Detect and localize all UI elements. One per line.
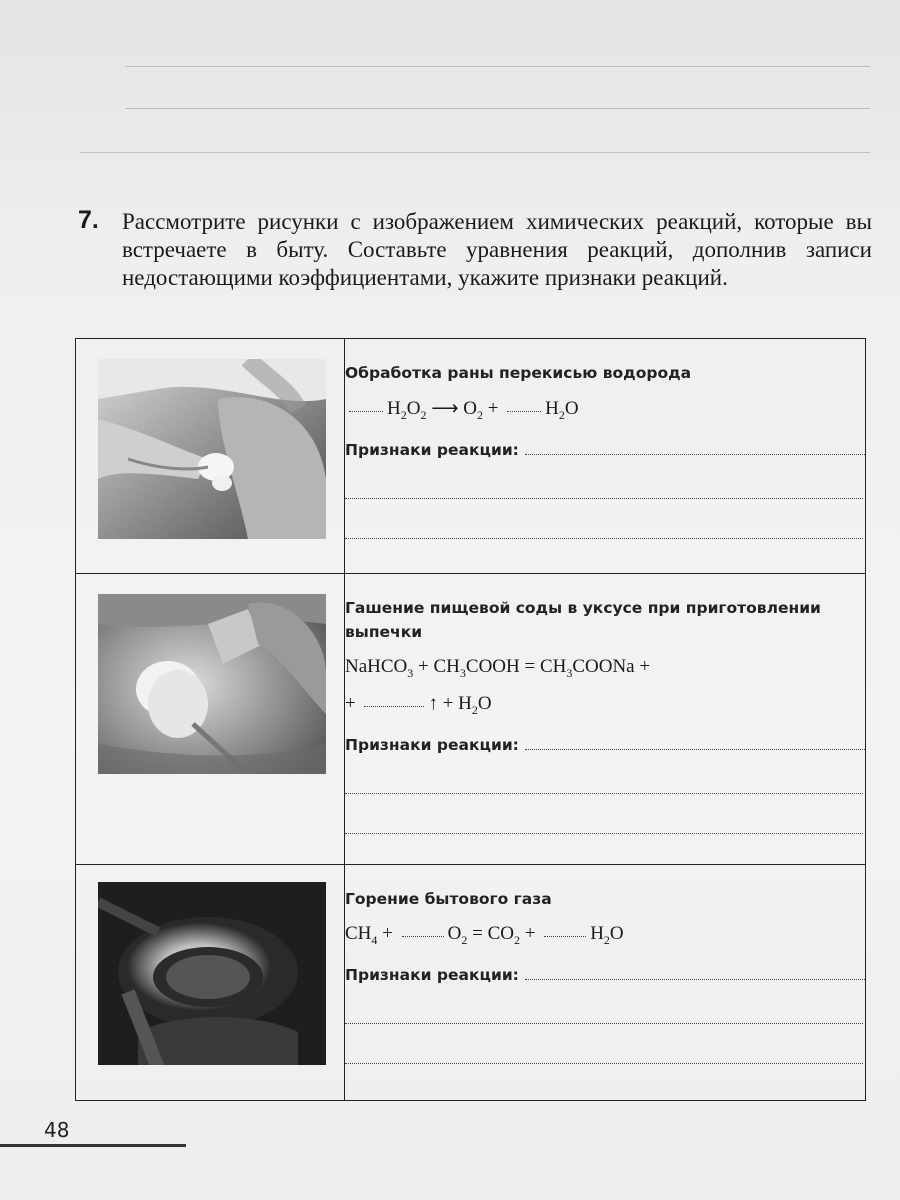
photo-cell (76, 574, 345, 865)
ghost-line (80, 152, 870, 153)
signs-label: Признаки реакции: (345, 440, 519, 459)
ghost-line (125, 66, 870, 67)
photo-cell (76, 339, 345, 574)
task-instruction: Рассмотрите рисунки с изображением химических реакций, которые вы встречаете в быту. Составьте уравнения реакций, дополнив записи недостающими коэффициентами, укажите признаки реакций. (122, 209, 872, 290)
answer-line[interactable] (525, 978, 865, 980)
coefficient-blank[interactable] (349, 410, 383, 412)
answer-line[interactable] (345, 497, 863, 499)
coefficient-blank[interactable] (507, 410, 541, 412)
answer-line[interactable] (525, 453, 865, 455)
reaction-caption: Гашение пищевой соды в уксусе при приготовлении выпечки (345, 599, 821, 641)
answer-line[interactable] (345, 792, 863, 794)
ghost-line (125, 108, 870, 109)
table-row (76, 339, 866, 574)
reactions-table (75, 338, 866, 1101)
reaction-caption: Горение бытового газа (345, 890, 552, 908)
baking-soda-vinegar-photo (98, 594, 326, 774)
hydrogen-peroxide-wound-photo (98, 359, 326, 539)
coefficient-blank[interactable] (544, 935, 586, 937)
answer-line[interactable] (345, 832, 863, 834)
answer-line[interactable] (525, 748, 865, 750)
photo-cell (76, 865, 345, 1101)
reaction-cell (345, 339, 866, 574)
reaction-signs (345, 441, 865, 459)
reaction-equation: $CH_4 + O_2 = CO_2 + H_2O$ (345, 923, 624, 947)
reaction-cell (345, 574, 866, 865)
signs-label: Признаки реакции: (345, 735, 519, 754)
reaction-caption: Обработка раны перекисью водорода (345, 364, 692, 382)
product-blank[interactable] (364, 705, 424, 707)
table-row (76, 574, 866, 865)
reaction-equation: $H_2O_2$ ⟶ $O_2 + H_2O$ (345, 397, 865, 423)
answer-line[interactable] (345, 1062, 863, 1064)
gas-burner-photo (98, 879, 326, 1065)
reaction-equation: NaHCO$_3$ + $CH_3COOH$ = $CH_3COONa$ + (345, 656, 651, 680)
task-number: 7. (78, 206, 99, 234)
answer-line[interactable] (345, 537, 863, 539)
coefficient-blank[interactable] (402, 935, 444, 937)
signs-label: Признаки реакции: (345, 965, 519, 984)
reaction-equation-continued: + ↑ + $H_2O$ (345, 692, 492, 717)
table-row (76, 865, 866, 1101)
page-number: 48 (44, 1118, 70, 1142)
reaction-cell (345, 865, 866, 1101)
reaction-signs (345, 966, 865, 984)
reaction-signs (345, 736, 865, 754)
footer-rule (0, 1144, 186, 1147)
answer-line[interactable] (345, 1022, 863, 1024)
